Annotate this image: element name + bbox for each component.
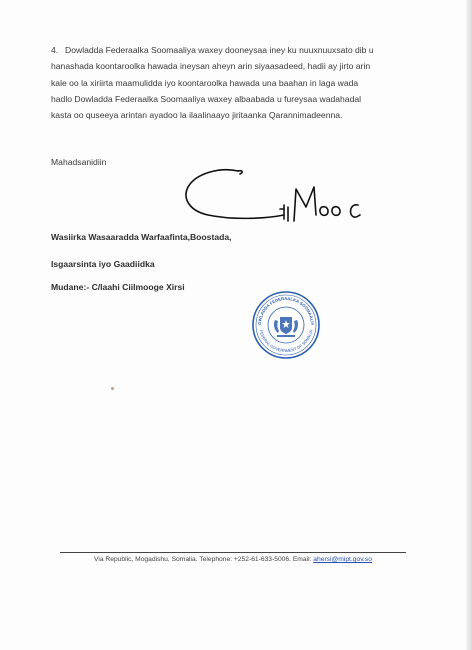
signatory-title-line2: Isgaarsinta iyo Gaadiidka — [51, 259, 155, 269]
footer-divider — [60, 552, 406, 553]
numbered-paragraph — [51, 42, 443, 123]
svg-text:FEDERAL GOVERNMENT OF SOMALIA: FEDERAL GOVERNMENT OF SOMALIA — [258, 329, 314, 354]
closing-salutation: Mahadsanidiin — [51, 157, 107, 167]
paper-speck — [111, 387, 114, 390]
svg-text:DOWLADDA FEDERAALKA SOOMAALIYA: OWLADDA FEDERAALKA SOOMAALIY — [256, 295, 316, 326]
signatory-title-line1: Wasiirka Wasaaradda Warfaafinta,Boostada, — [51, 232, 232, 242]
signatory-name: Mudane:- C/laahi Ciilmooge Xirsi — [51, 282, 185, 292]
page-edge-shadow — [466, 0, 472, 650]
footer-email-link[interactable]: ahersi@mipt.gov.so — [313, 556, 372, 563]
footer-address: Via Republic, Mogadishu, Somalia. Telephone: +252-61-633-5006. Email: — [94, 556, 314, 563]
handwritten-signature — [180, 165, 370, 235]
paragraph-text: Dowladda Federaalka Soomaaliya waxey dooneysaa iney ku nuuxnuuxsato dib u hanashada koontaroolka hawada ineysan aheyn arin siyaasadeed, hadii ay jirto arin kale oo la xiriirta maamulidda iyo koontaroolka hawada una baahan in laga wada hadlo Dowladda Federaalka Soomaaliya waxey albaabada u fureysaa wadahadal kasta oo quseeya arintan ayadoo la ilaalinaayo jiritaanka Qarannimadeenna. — [51, 45, 374, 121]
official-seal-stamp — [251, 290, 321, 360]
letterhead-footer — [60, 556, 406, 563]
paragraph-number: 4. — [51, 45, 59, 55]
